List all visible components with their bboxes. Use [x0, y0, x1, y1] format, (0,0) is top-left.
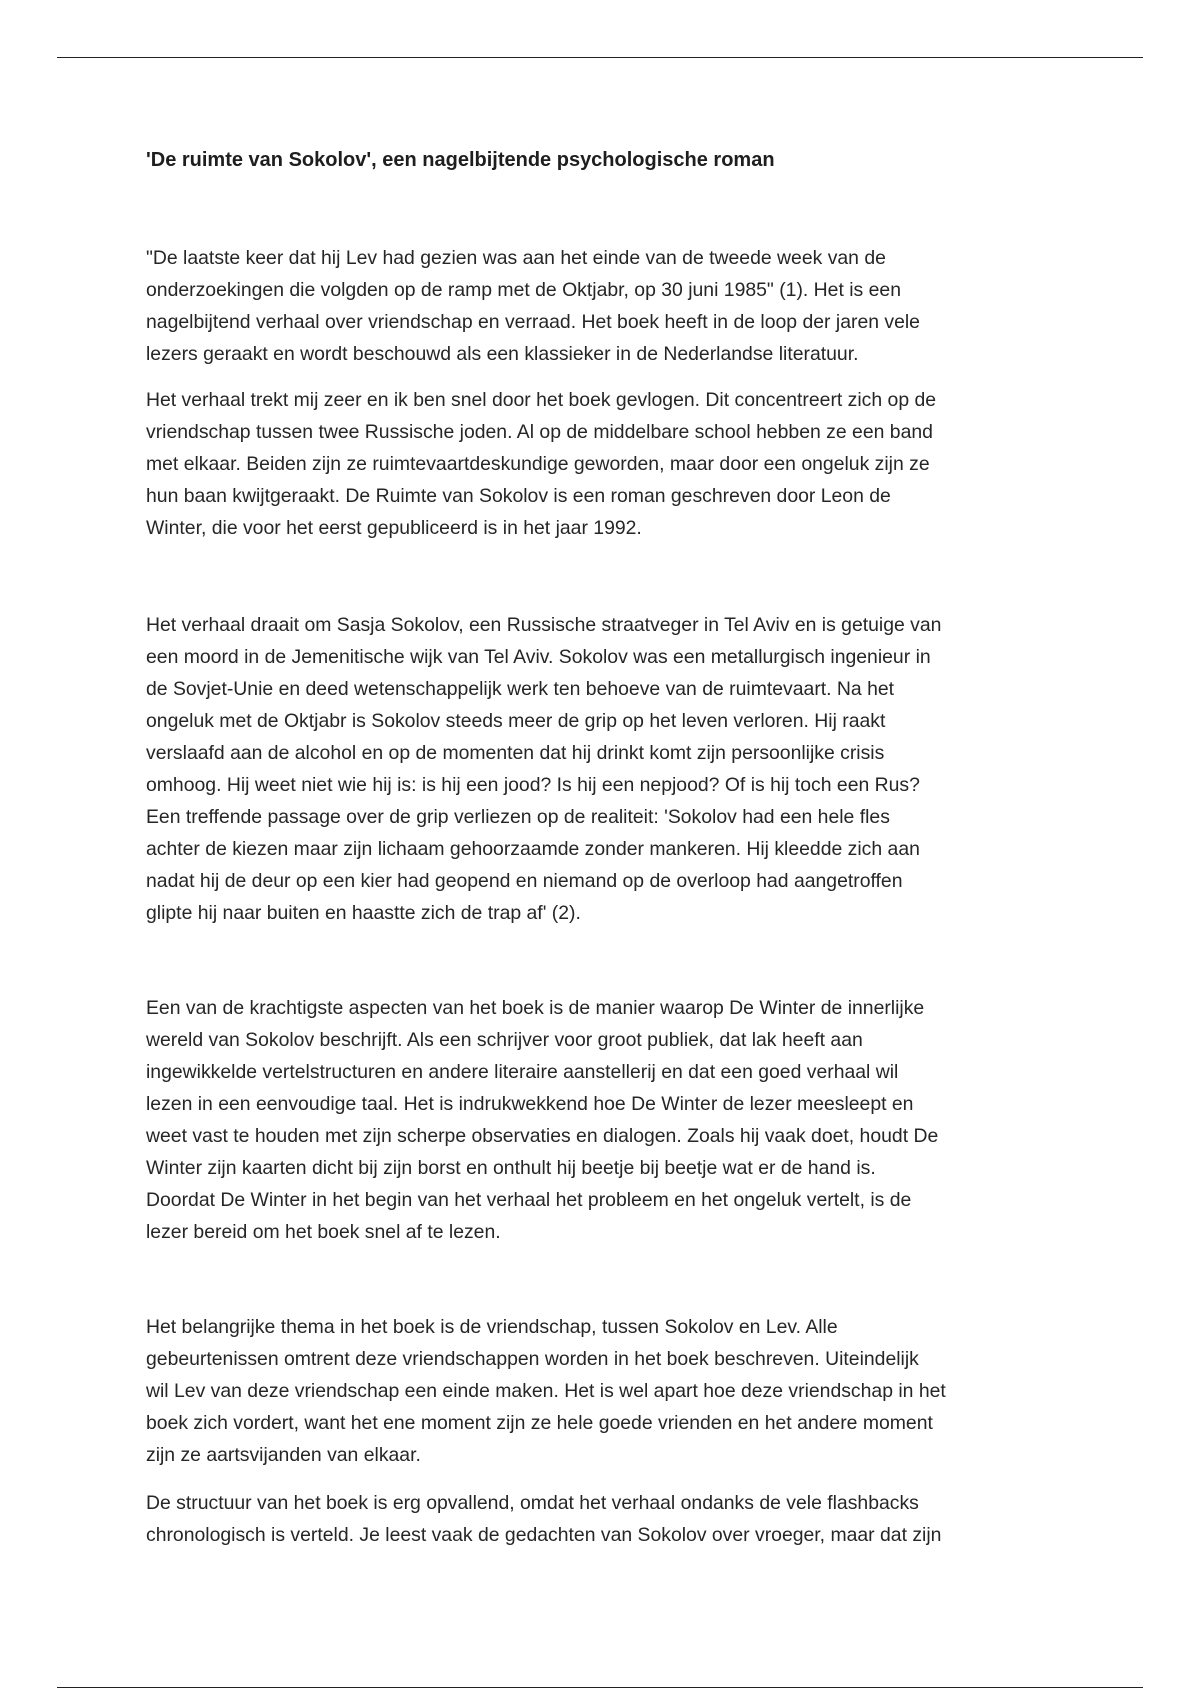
text-line: Het belangrijke thema in het boek is de vriendschap, tussen Sokolov en Lev. Alle	[146, 1316, 838, 1338]
paragraph-2	[146, 384, 1086, 544]
text-line: met elkaar. Beiden zijn ze ruimtevaartdeskundige geworden, maar door een ongeluk zijn ze	[146, 453, 930, 475]
top-rule	[57, 57, 1143, 58]
text-line: Het verhaal draait om Sasja Sokolov, een Russische straatveger in Tel Aviv en is getuige van	[146, 614, 942, 636]
text-line: lezer bereid om het boek snel af te lezen.	[146, 1221, 501, 1243]
text-line: een moord in de Jemenitische wijk van Tel Aviv. Sokolov was een metallurgisch ingenieur in	[146, 646, 931, 668]
text-line: Het verhaal trekt mij zeer en ik ben snel door het boek gevlogen. Dit concentreert zich op de	[146, 389, 937, 411]
text-line: Winter, die voor het eerst gepubliceerd is in het jaar 1992.	[146, 517, 642, 539]
text-line: nagelbijtend verhaal over vriendschap en verraad. Het boek heeft in de loop der jaren vele	[146, 311, 920, 333]
paragraph-5	[146, 1311, 1086, 1471]
text-line: vriendschap tussen twee Russische joden. Al op de middelbare school hebben ze een band	[146, 421, 933, 443]
text-line: chronologisch is verteld. Je leest vaak de gedachten van Sokolov over vroeger, maar dat zijn	[146, 1524, 942, 1546]
text-line: lezen in een eenvoudige taal. Het is indrukwekkend hoe De Winter de lezer meesleept en	[146, 1093, 914, 1115]
text-line: gebeurtenissen omtrent deze vriendschappen worden in het boek beschreven. Uiteindelijk	[146, 1348, 919, 1370]
text-line: lezers geraakt en wordt beschouwd als een klassieker in de Nederlandse literatuur.	[146, 343, 859, 365]
paragraph-3	[146, 609, 1086, 929]
text-line: Een treffende passage over de grip verliezen op de realiteit: 'Sokolov had een hele fles	[146, 806, 890, 828]
text-line: boek zich vordert, want het ene moment zijn ze hele goede vrienden en het andere moment	[146, 1412, 933, 1434]
text-line: omhoog. Hij weet niet wie hij is: is hij een jood? Is hij een nepjood? Of is hij toch een Rus?	[146, 774, 920, 796]
bottom-rule	[57, 1687, 1143, 1688]
text-line: ingewikkelde vertelstructuren en andere literaire aanstellerij en dat een goed verhaal wil	[146, 1061, 899, 1083]
text-line: Winter zijn kaarten dicht bij zijn borst en onthult hij beetje bij beetje wat er de hand is.	[146, 1157, 876, 1179]
text-line: ongeluk met de Oktjabr is Sokolov steeds meer de grip op het leven verloren. Hij raakt	[146, 710, 886, 732]
text-line: onderzoekingen die volgden op de ramp met de Oktjabr, op 30 juni 1985" (1). Het is een	[146, 279, 901, 301]
text-line: wereld van Sokolov beschrijft. Als een schrijver voor groot publiek, dat lak heeft aan	[146, 1029, 863, 1051]
text-line: weet vast te houden met zijn scherpe observaties en dialogen. Zoals hij vaak doet, houdt De	[146, 1125, 939, 1147]
text-line: wil Lev van deze vriendschap een einde maken. Het is wel apart hoe deze vriendschap in het	[146, 1380, 946, 1402]
text-line: Een van de krachtigste aspecten van het boek is de manier waarop De Winter de innerlijke	[146, 997, 925, 1019]
text-line: achter de kiezen maar zijn lichaam gehoorzaamde zonder mankeren. Hij kleedde zich aan	[146, 838, 920, 860]
document-title: 'De ruimte van Sokolov', een nagelbijtende psychologische roman	[146, 149, 775, 171]
text-line: verslaafd aan de alcohol en op de momenten dat hij drinkt komt zijn persoonlijke crisis	[146, 742, 885, 764]
text-line: glipte hij naar buiten en haastte zich de trap af' (2).	[146, 902, 581, 924]
text-line: hun baan kwijtgeraakt. De Ruimte van Sokolov is een roman geschreven door Leon de	[146, 485, 891, 507]
text-line: De structuur van het boek is erg opvallend, omdat het verhaal ondanks de vele flashbacks	[146, 1492, 919, 1514]
paragraph-1	[146, 242, 1086, 370]
text-line: Doordat De Winter in het begin van het verhaal het probleem en het ongeluk vertelt, is de	[146, 1189, 912, 1211]
paragraph-6	[146, 1487, 1086, 1551]
paragraph-4	[146, 992, 1086, 1248]
text-line: "De laatste keer dat hij Lev had gezien was aan het einde van de tweede week van de	[146, 247, 886, 269]
text-line: nadat hij de deur op een kier had geopend en niemand op de overloop had aangetroffen	[146, 870, 903, 892]
text-line: de Sovjet-Unie en deed wetenschappelijk werk ten behoeve van de ruimtevaart. Na het	[146, 678, 895, 700]
text-line: zijn ze aartsvijanden van elkaar.	[146, 1444, 421, 1466]
